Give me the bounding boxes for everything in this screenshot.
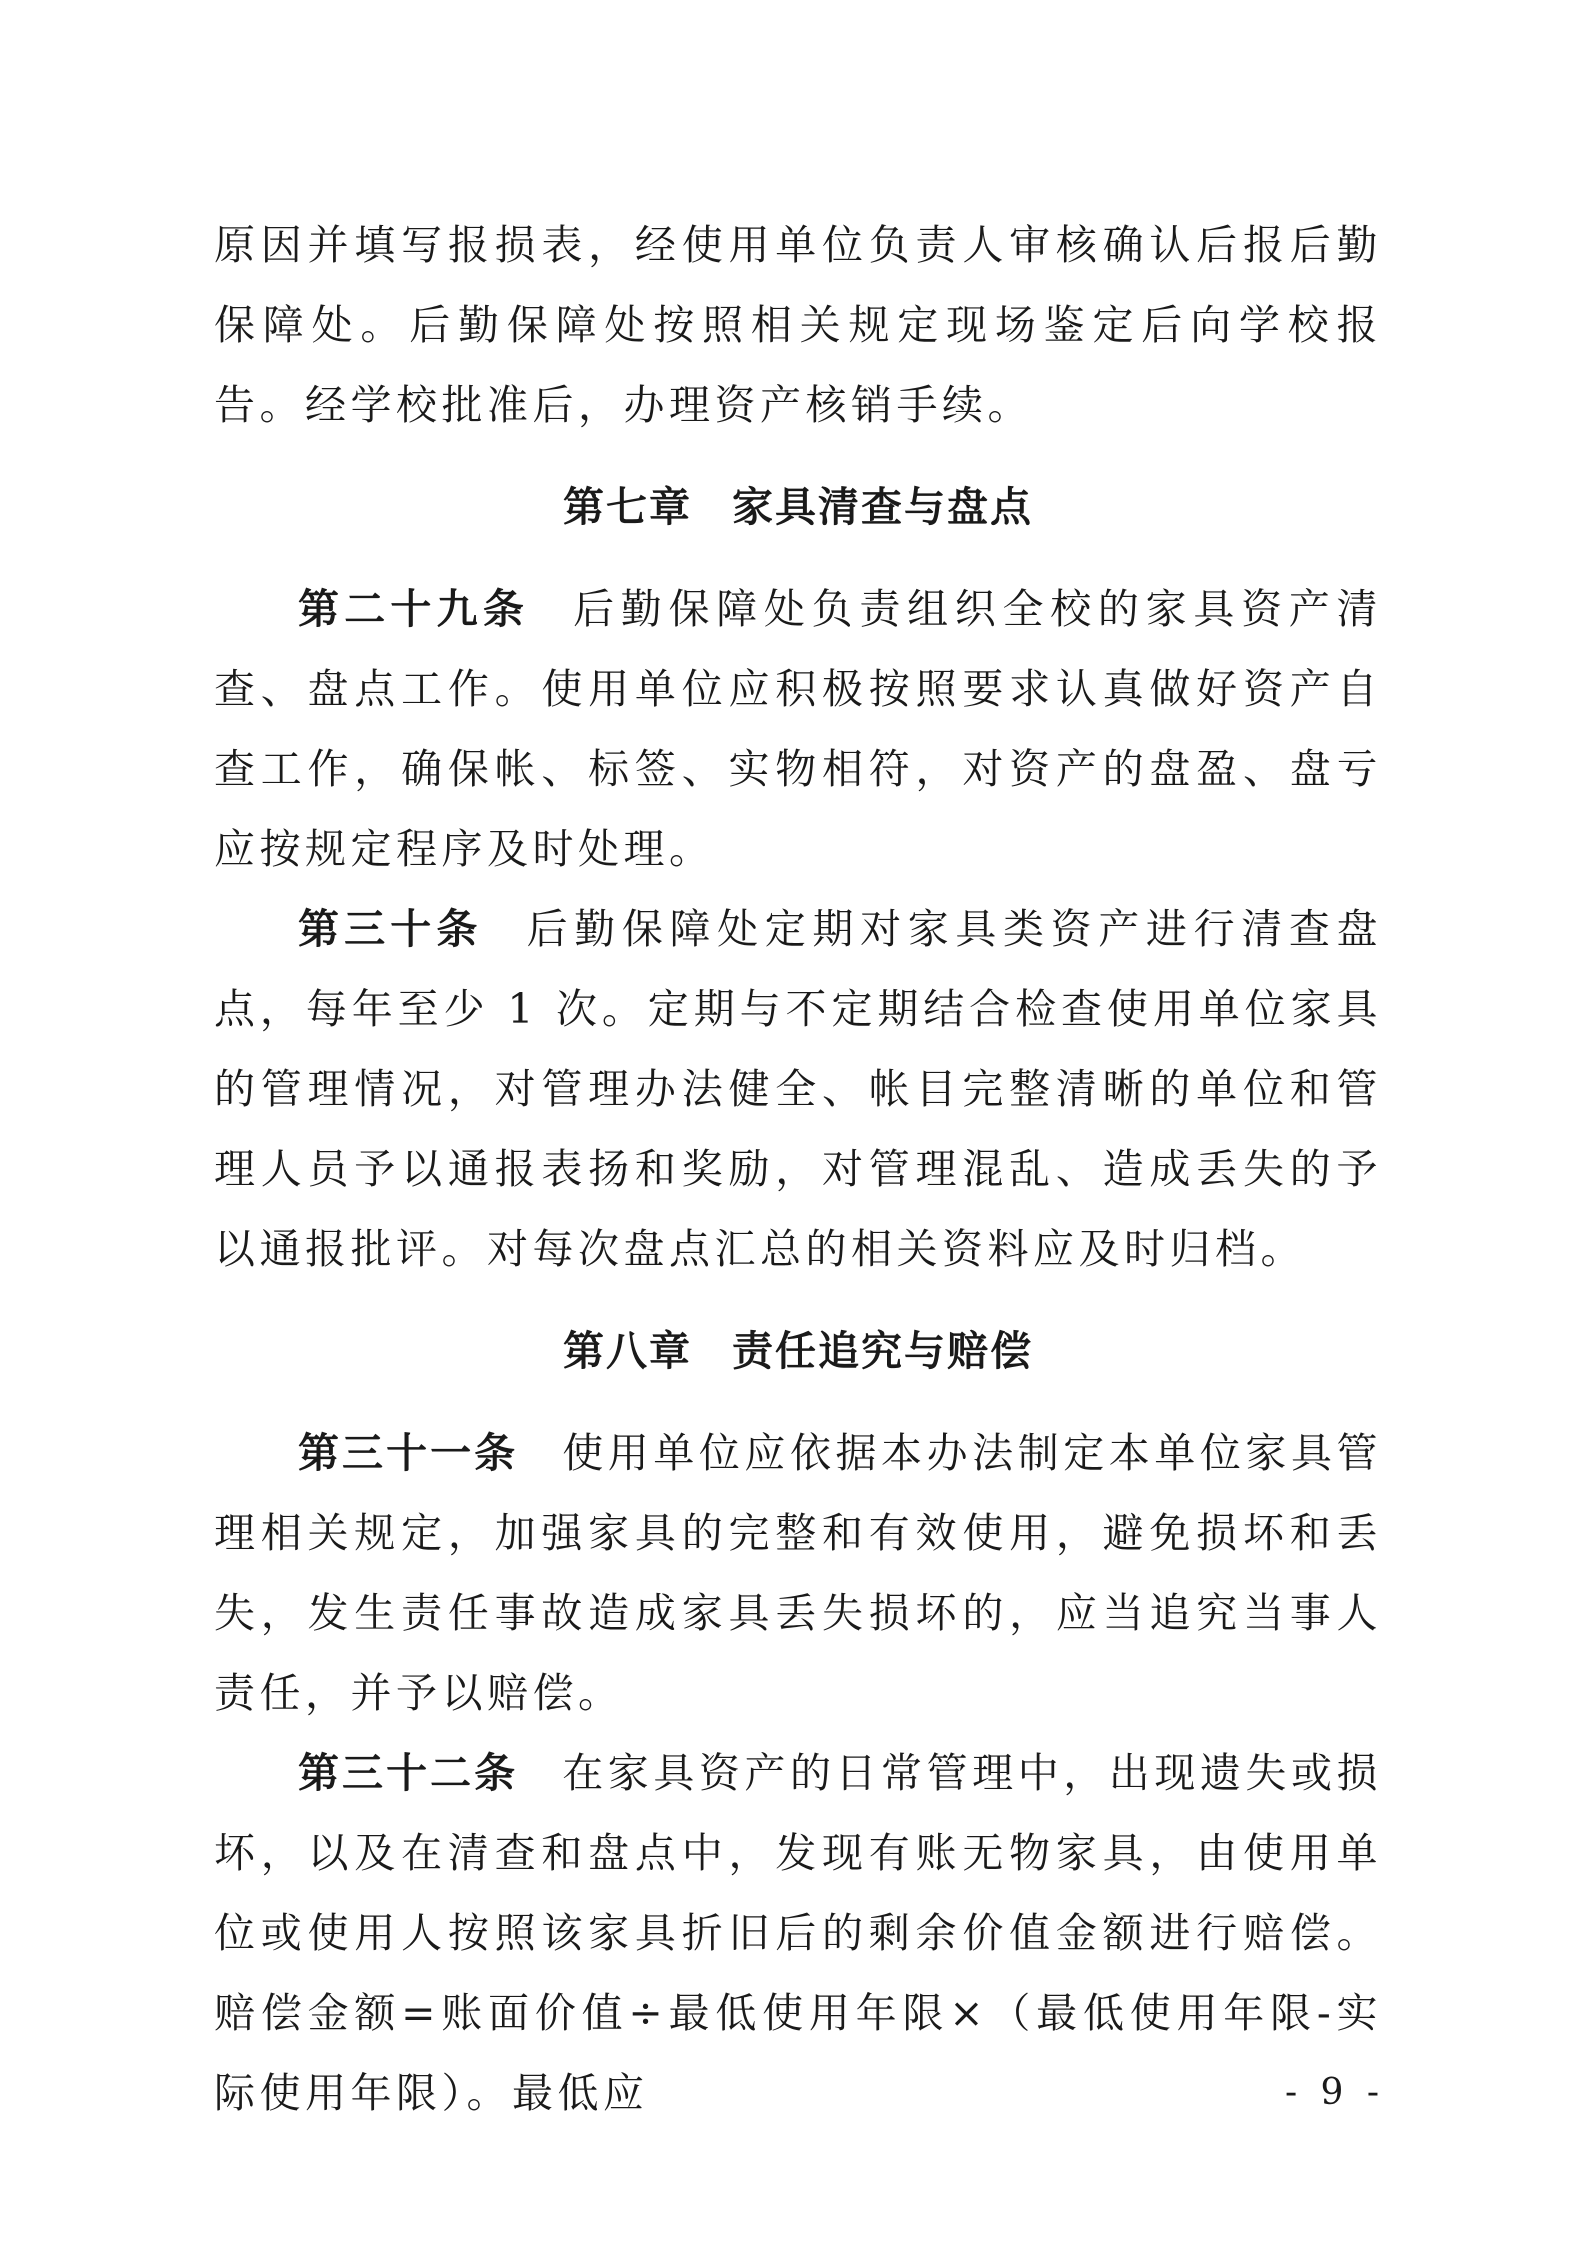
article-number: 第三十一条: [298, 1429, 519, 1477]
chapter-title: 家具清查与盘点: [732, 483, 1033, 531]
chapter-heading-8: [214, 1311, 1382, 1391]
article-number: 第三十二条: [298, 1749, 519, 1797]
paragraph-continuation: [214, 205, 1382, 445]
article-number: 第三十条: [298, 905, 483, 953]
chapter-heading-7: [214, 467, 1382, 547]
article-number: 第二十九条: [298, 585, 530, 633]
article-29: [214, 569, 1382, 889]
article-30: [214, 889, 1382, 1289]
chapter-title: 责任追究与赔偿: [732, 1327, 1033, 1375]
article-text: 后勤保障处定期对家具类资产进行清查盘点，每年至少 1 次。定期与不定期结合检查使用单位家具的管理情况，对管理办法健全、帐目完整清晰的单位和管理人员予以通报表扬和奖励，对管理混乱、造成丢失的予以通报批评。对每次盘点汇总的相关资料应及时归档。: [214, 905, 1383, 1273]
chapter-number: 第七章: [563, 483, 692, 531]
article-text: 后勤保障处负责组织全校的家具资产清查、盘点工作。使用单位应积极按照要求认真做好资产自查工作，确保帐、标签、实物相符，对资产的盘盈、盘亏应按规定程序及时处理。: [214, 585, 1383, 873]
article-text: 使用单位应依据本办法制定本单位家具管理相关规定，加强家具的完整和有效使用，避免损坏和丢失，发生责任事故造成家具丢失损坏的，应当追究当事人责任，并予以赔偿。: [214, 1429, 1383, 1717]
article-32: [214, 1733, 1382, 2133]
paragraph-text: 原因并填写报损表，经使用单位负责人审核确认后报后勤保障处。后勤保障处按照相关规定现场鉴定后向学校报告。经学校批准后，办理资产核销手续。: [214, 221, 1382, 429]
page-number: - 9 -: [1284, 2072, 1386, 2113]
article-text: 在家具资产的日常管理中，出现遗失或损坏，以及在清查和盘点中，发现有账无物家具，由使用单位或使用人按照该家具折旧后的剩余价值金额进行赔偿。赔偿金额=账面价值÷最低使用年限×（最低使用年限-实际使用年限）。最低应: [214, 1749, 1383, 2117]
chapter-number: 第八章: [563, 1327, 692, 1375]
document-page: [214, 205, 1382, 2133]
article-31: [214, 1413, 1382, 1733]
